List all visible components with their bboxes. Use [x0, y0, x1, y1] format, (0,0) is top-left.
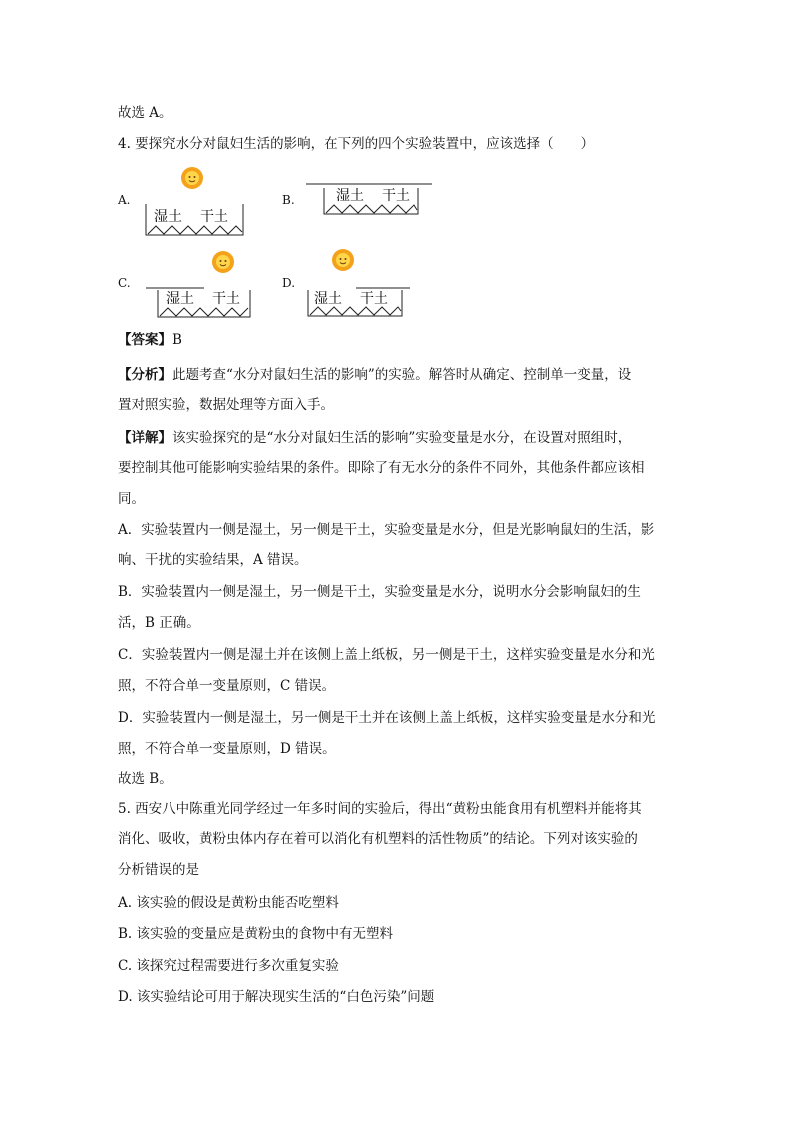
explain-d-line-2: 照，不符合单一变量原则，D 错误。	[118, 741, 336, 757]
detail-line-1	[118, 428, 631, 448]
section-heading: 【分析】	[118, 367, 172, 383]
section-text: 该实验探究的是“水分对鼠妇生活的影响”实验变量是水分，在设置对照组时，	[172, 430, 632, 446]
question-5-option-a: A. 该实验的假设是黄粉虫能否吃塑料	[118, 895, 339, 911]
option-c-diagram	[146, 250, 256, 320]
section-text: B	[172, 332, 182, 348]
soil-zigzag	[326, 205, 417, 213]
dry-soil-label: 干土	[212, 291, 240, 307]
soil-zigzag	[310, 307, 401, 315]
detail-line-3: 同。	[118, 491, 145, 507]
dry-soil-label: 干土	[382, 188, 410, 204]
soil-zigzag	[148, 226, 242, 234]
sun-icon	[181, 167, 203, 189]
option-c-label: C.	[118, 276, 131, 290]
option-d-diagram	[306, 248, 416, 320]
section-heading: 【答案】	[118, 332, 172, 348]
option-a-diagram	[146, 166, 276, 238]
question-4-stem: 4. 要探究水分对鼠妇生活的影响，在下列的四个实验装置中，应该选择（ ）	[118, 136, 595, 152]
sun-icon	[332, 249, 354, 271]
option-d-apparatus	[306, 248, 416, 324]
explain-a-line-2: 响、干扰的实验结果，A 错误。	[118, 552, 308, 568]
question-5-option-b: B. 该实验的变量应是黄粉虫的食物中有无塑料	[118, 926, 394, 942]
section-text: 此题考查“水分对鼠妇生活的影响”的实验。解答时从确定、控制单一变量，设	[172, 367, 632, 383]
analysis-line-1	[118, 365, 631, 385]
wet-soil-label: 湿土	[336, 188, 364, 204]
option-a-label: A.	[118, 193, 131, 207]
option-d-label: D.	[282, 276, 296, 290]
explain-c-line-2: 照，不符合单一变量原则，C 错误。	[118, 678, 336, 694]
answer-line	[118, 330, 182, 350]
question-5-option-c: C. 该探究过程需要进行多次重复实验	[118, 958, 339, 974]
option-b-label: B.	[282, 193, 295, 207]
option-b-apparatus	[306, 180, 436, 224]
detail-line-2: 要控制其他可能影响实验结果的条件。即除了有无水分的条件不同外，其他条件都应该相	[118, 460, 645, 476]
option-b-diagram	[306, 180, 436, 220]
explain-a-line-1: A．实验装置内一侧是湿土，另一侧是干土，实验变量是水分，但是光影响鼠妇的生活，影	[118, 522, 655, 538]
text-line-0: 故选 A。	[118, 105, 173, 121]
conclusion-line: 故选 B。	[118, 771, 173, 787]
wet-soil-label: 湿土	[154, 209, 182, 225]
question-5-stem-1: 5. 西安八中陈重光同学经过一年多时间的实验后，得出“黄粉虫能食用有机塑料并能将其	[118, 801, 642, 817]
analysis-line-2: 置对照实验，数据处理等方面入手。	[118, 397, 334, 413]
section-heading: 【详解】	[118, 430, 172, 446]
explain-d-line-1: D．实验装置内一侧是湿土，另一侧是干土并在该侧上盖上纸板，这样实验变量是水分和光	[118, 710, 656, 726]
wet-soil-label: 湿土	[166, 291, 194, 307]
soil-zigzag	[160, 308, 248, 316]
question-5-stem-3: 分析错误的是	[118, 862, 199, 878]
explain-b-line-1: B．实验装置内一侧是湿土，另一侧是干土，实验变量是水分，说明水分会影响鼠妇的生	[118, 584, 641, 600]
question-5-option-d: D. 该实验结论可用于解决现实生活的“白色污染”问题	[118, 989, 435, 1005]
dry-soil-label: 干土	[200, 209, 228, 225]
container-tray	[306, 184, 432, 214]
option-c-apparatus	[146, 250, 256, 324]
wet-soil-label: 湿土	[314, 291, 342, 307]
option-a-apparatus	[146, 166, 276, 242]
explain-b-line-2: 活，B 正确。	[118, 615, 200, 631]
question-5-stem-2: 消化、吸收，黄粉虫体内存在着可以消化有机塑料的活性物质”的结论。下列对该实验的	[118, 831, 638, 847]
sun-icon	[212, 251, 234, 273]
dry-soil-label: 干土	[360, 291, 388, 307]
explain-c-line-1: C．实验装置内一侧是湿土并在该侧上盖上纸板，另一侧是干土，这样实验变量是水分和光	[118, 647, 655, 663]
